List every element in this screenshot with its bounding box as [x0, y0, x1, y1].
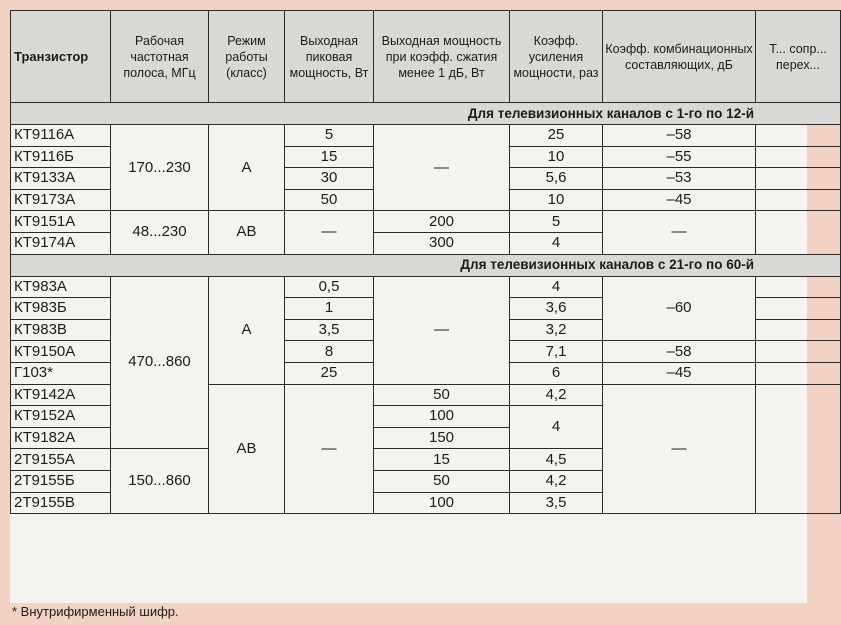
cell-gain: 3,5 — [510, 492, 603, 514]
header-gain: Коэфф. усиления мощности, раз — [510, 11, 603, 103]
cell-mode: А — [209, 276, 285, 384]
cell-gain: 4,5 — [510, 449, 603, 471]
section-row — [11, 254, 841, 276]
cell-band: 170...230 — [111, 125, 209, 211]
header-peak-power: Выходная пиковая мощность, Вт — [285, 11, 374, 103]
cell-thermal — [756, 341, 841, 363]
cell-gain: 5,6 — [510, 168, 603, 190]
cell-power-1db: 300 — [374, 232, 510, 254]
cell-transistor: КТ9133А — [11, 168, 111, 190]
cell-gain: 4,2 — [510, 470, 603, 492]
cell-gain: 10 — [510, 189, 603, 211]
table-row — [11, 276, 841, 298]
cell-transistor: КТ983А — [11, 276, 111, 298]
cell-transistor: КТ9152А — [11, 406, 111, 428]
cell-transistor: КТ9150А — [11, 341, 111, 363]
cell-peak-power: 25 — [285, 362, 374, 384]
cell-peak-power: 3,5 — [285, 319, 374, 341]
cell-power-1db: 100 — [374, 406, 510, 428]
cell-thermal — [756, 168, 841, 190]
cell-transistor: КТ9116Б — [11, 146, 111, 168]
cell-gain: 4 — [510, 406, 603, 449]
cell-thermal — [756, 298, 841, 320]
footnote: * Внутрифирменный шифр. — [12, 604, 179, 619]
cell-intermod: –45 — [603, 189, 756, 211]
cell-gain: 3,2 — [510, 319, 603, 341]
cell-mode: АВ — [209, 384, 285, 514]
cell-peak-power: 1 — [285, 298, 374, 320]
cell-gain: 5 — [510, 211, 603, 233]
cell-transistor: КТ983Б — [11, 298, 111, 320]
cell-power-1db: 200 — [374, 211, 510, 233]
cell-band: 470...860 — [111, 276, 209, 449]
cell-power-1db: 150 — [374, 427, 510, 449]
cell-thermal — [756, 146, 841, 168]
header-mode: Режим работы (класс) — [209, 11, 285, 103]
cell-thermal — [756, 211, 841, 254]
cell-transistor: КТ9151А — [11, 211, 111, 233]
cell-gain: 4,2 — [510, 384, 603, 406]
cell-intermod: –58 — [603, 125, 756, 147]
cell-transistor: КТ9173А — [11, 189, 111, 211]
cell-band: 150...860 — [111, 449, 209, 514]
cell-gain: 25 — [510, 125, 603, 147]
header-band: Рабочая частотная полоса, МГц — [111, 11, 209, 103]
cell-gain: 4 — [510, 276, 603, 298]
cell-thermal — [756, 189, 841, 211]
cell-gain: 7,1 — [510, 341, 603, 363]
cell-thermal — [756, 125, 841, 147]
cell-intermod: –55 — [603, 146, 756, 168]
header-transistor: Транзистор — [11, 11, 111, 103]
cell-peak-power: 0,5 — [285, 276, 374, 298]
cell-transistor: Г103* — [11, 362, 111, 384]
cell-transistor: КТ9174А — [11, 232, 111, 254]
cell-power-1db: — — [374, 276, 510, 384]
section-row — [11, 103, 841, 125]
cell-transistor: КТ9142А — [11, 384, 111, 406]
cell-intermod: –58 — [603, 341, 756, 363]
table-row — [11, 211, 841, 233]
cell-mode: АВ — [209, 211, 285, 254]
cell-power-1db: 15 — [374, 449, 510, 471]
header-thermal: Т... сопр... перех... — [756, 11, 841, 103]
cell-peak-power: — — [285, 384, 374, 514]
table-row — [11, 125, 841, 147]
cell-mode: А — [209, 125, 285, 211]
cell-peak-power: 30 — [285, 168, 374, 190]
header-intermod: Коэфф. комбинационных составляющих, дБ — [603, 11, 756, 103]
header-power-1db: Выходная мощность при коэфф. сжатия менее 1 дБ, Вт — [374, 11, 510, 103]
cell-peak-power: 8 — [285, 341, 374, 363]
section-title: Для телевизионных каналов с 21-го по 60-й — [11, 254, 841, 276]
cell-gain: 6 — [510, 362, 603, 384]
cell-peak-power: — — [285, 211, 374, 254]
cell-thermal — [756, 384, 841, 514]
header-row — [11, 11, 841, 103]
cell-gain: 3,6 — [510, 298, 603, 320]
cell-transistor: 2Т9155А — [11, 449, 111, 471]
cell-band: 48...230 — [111, 211, 209, 254]
cell-gain: 10 — [510, 146, 603, 168]
cell-power-1db: 50 — [374, 470, 510, 492]
cell-power-1db: 100 — [374, 492, 510, 514]
cell-power-1db: 50 — [374, 384, 510, 406]
cell-intermod: –53 — [603, 168, 756, 190]
cell-transistor: 2Т9155Б — [11, 470, 111, 492]
cell-peak-power: 50 — [285, 189, 374, 211]
cell-peak-power: 5 — [285, 125, 374, 147]
cell-thermal — [756, 362, 841, 384]
cell-transistor: КТ9116А — [11, 125, 111, 147]
cell-transistor: КТ983В — [11, 319, 111, 341]
section-title: Для телевизионных каналов с 1-го по 12-й — [11, 103, 841, 125]
cell-intermod: — — [603, 211, 756, 254]
cell-intermod: –60 — [603, 276, 756, 341]
cell-intermod: –45 — [603, 362, 756, 384]
cell-intermod: — — [603, 384, 756, 514]
transistor-table — [10, 10, 841, 514]
cell-transistor: 2Т9155В — [11, 492, 111, 514]
cell-power-1db: — — [374, 125, 510, 211]
cell-transistor: КТ9182А — [11, 427, 111, 449]
cell-peak-power: 15 — [285, 146, 374, 168]
cell-thermal — [756, 276, 841, 298]
cell-gain: 4 — [510, 232, 603, 254]
cell-thermal — [756, 319, 841, 341]
